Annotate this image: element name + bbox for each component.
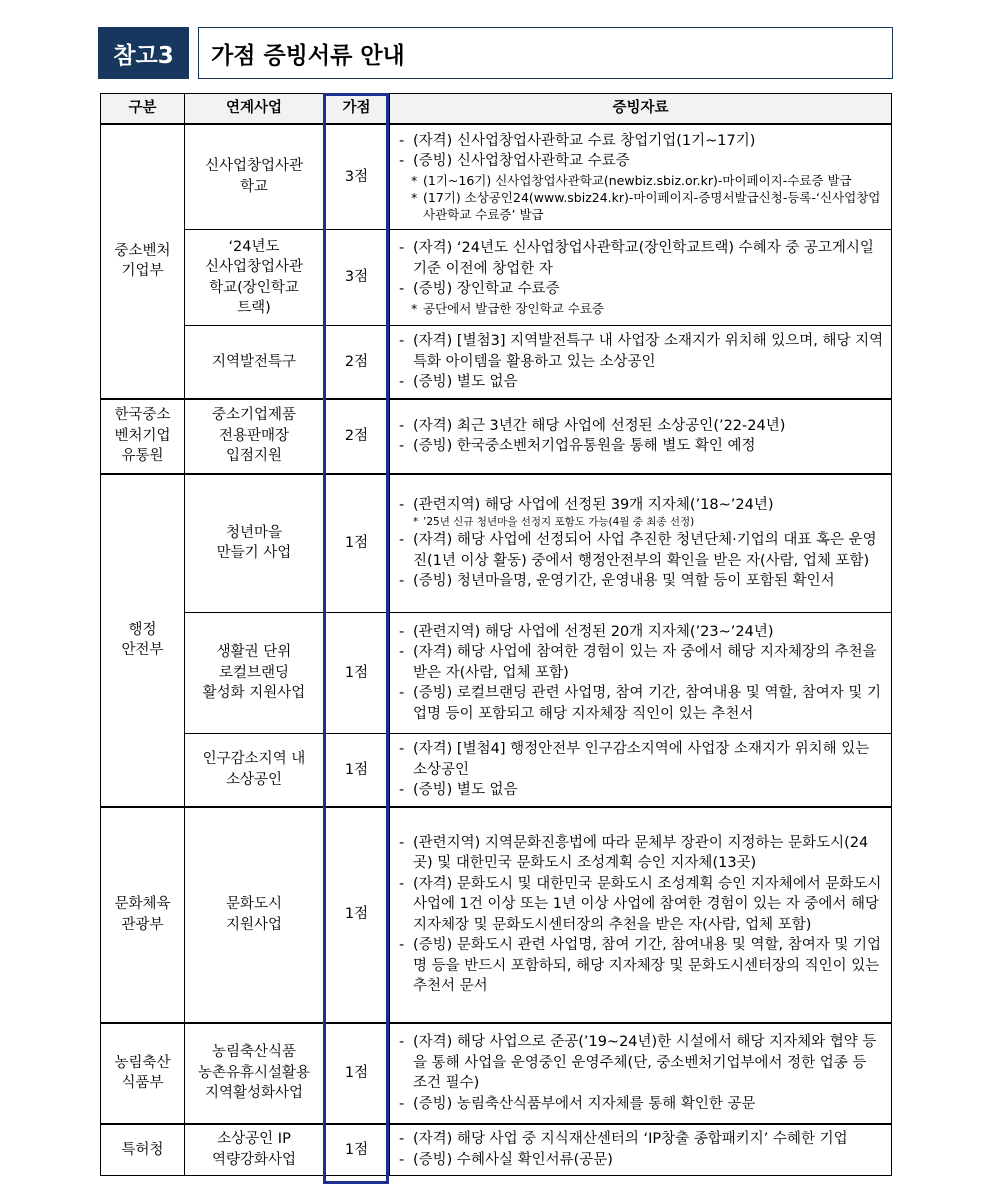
points-cell: 2점 (324, 326, 390, 399)
evidence-text: (자격) 최근 3년간 해당 사업에 선정된 소상공인(’22-24년) (413, 417, 786, 434)
evidence-cell (390, 124, 892, 230)
page-header (98, 27, 893, 79)
table-row (101, 1124, 892, 1176)
bullet-marker: - (399, 333, 405, 349)
bullet-marker: - (399, 281, 405, 298)
col-header-points: 가점 (324, 94, 390, 124)
evidence-item (399, 571, 884, 592)
table-row (101, 230, 892, 326)
bullet-marker: - (399, 1151, 405, 1168)
evidence-text: 공단에서 발급한 장인학교 수료증 (423, 300, 604, 316)
page-title: 가점 증빙서류 안내 (198, 27, 893, 79)
evidence-text: (자격) [별첨4] 행정안전부 인구감소지역에 사업장 소재지가 위치해 있는 소상공인 (413, 741, 870, 778)
bullet-marker: * (413, 516, 419, 529)
evidence-item (399, 530, 884, 571)
table-row (101, 124, 892, 230)
category-cell: 문화체육 관광부 (101, 807, 185, 1023)
project-cell: 소상공인 IP 역량강화사업 (185, 1124, 324, 1176)
table-row (101, 399, 892, 474)
evidence-item (399, 436, 884, 457)
evidence-cell (390, 1023, 892, 1124)
bullet-marker: - (399, 782, 405, 798)
bullet-marker: * (411, 172, 418, 188)
points-cell: 2점 (324, 399, 390, 474)
evidence-item (399, 780, 884, 801)
points-cell: 3점 (324, 230, 390, 326)
evidence-text: (증빙) 별도 없음 (413, 374, 518, 390)
evidence-item (399, 833, 884, 874)
points-cell: 1점 (324, 734, 390, 807)
evidence-text: (자격) [별첨3] 지역발전특구 내 사업장 소재지가 위치해 있으며, 해당 지역 특화 아이템을 활용하고 있는 소상공인 (413, 333, 884, 370)
category-cell: 행정 안전부 (101, 474, 185, 807)
evidence-text: (자격) 해당 사업 중 지식재산센터의 ‘IP창출 종합패키지’ 수혜한 기업 (413, 1131, 848, 1148)
evidence-cell (390, 399, 892, 474)
evidence-text: (증빙) 장인학교 수료증 (413, 281, 560, 298)
project-cell: 지역발전특구 (185, 326, 324, 399)
evidence-text: (증빙) 농림축산식품부에서 지자체를 통해 확인한 공문 (413, 1095, 756, 1112)
evidence-text: (자격) 문화도시 및 대한민국 문화도시 조성계획 승인 지자체에서 문화도시 사업에 1건 이상 또는 1년 이상 사업에 참여한 경험이 있는 자 중에서 해당 지자체장 및 문화도시센터장의 추천을 받은 자(사람, 업체 포함) (413, 875, 882, 933)
bullet-marker: - (399, 623, 405, 640)
col-header-category: 구분 (101, 94, 185, 124)
evidence-item (399, 935, 884, 997)
evidence-text: (증빙) 수혜사실 확인서류(공문) (413, 1151, 613, 1168)
evidence-item (399, 874, 884, 936)
evidence-note (399, 189, 884, 223)
points-cell: 1점 (324, 1124, 390, 1176)
category-cell: 한국중소 벤처기업 유통원 (101, 399, 185, 474)
evidence-item (399, 1129, 884, 1150)
category-cell: 농림축산 식품부 (101, 1023, 185, 1124)
evidence-cell (390, 807, 892, 1023)
bullet-marker: - (399, 685, 405, 702)
evidence-text: (17기) 소상공인24(www.sbiz24.kr)-마이페이지-증명서발급신청-등록-‘신사업창업사관학교 수료증’ 발급 (423, 189, 881, 222)
bullet-marker: - (399, 374, 405, 390)
reference-badge: 참고3 (98, 27, 189, 79)
bullet-marker: - (399, 417, 405, 434)
evidence-item (399, 495, 884, 516)
project-cell: 생활권 단위 로컬브랜딩 활성화 지원사업 (185, 613, 324, 734)
points-cell: 1점 (324, 474, 390, 613)
evidence-note (399, 515, 884, 530)
evidence-item (399, 372, 884, 393)
bullet-marker: - (399, 153, 405, 170)
evidence-text: (1기~16기) 신사업창업사관학교(newbiz.sbiz.or.kr)-마이페이지-수료증 발급 (423, 172, 852, 188)
bullet-marker: - (399, 834, 405, 851)
project-cell: 청년마을 만들기 사업 (185, 474, 324, 613)
evidence-item (399, 622, 884, 643)
evidence-text: (자격) 신사업창업사관학교 수료 창업기업(1기~17기) (413, 132, 756, 149)
table-row (101, 613, 892, 734)
bullet-marker: - (399, 1095, 405, 1112)
bullet-marker: - (399, 532, 405, 549)
evidence-text: (관련지역) 지역문화진흥법에 따라 문체부 장관이 지정하는 문화도시(24곳) 및 대한민국 문화도시 조성계획 승인 지자체(13곳) (413, 834, 869, 871)
evidence-text: ’25년 신규 청년마을 선정지 포함도 가능(4월 중 최종 선정) (423, 516, 695, 529)
evidence-note (399, 172, 884, 189)
bullet-marker: - (399, 644, 405, 661)
evidence-cell (390, 1124, 892, 1176)
evidence-text: (관련지역) 해당 사업에 선정된 39개 지자체(’18~’24년) (413, 496, 774, 513)
evidence-item (399, 1150, 884, 1171)
project-cell: 중소기업제품 전용판매장 입점지원 (185, 399, 324, 474)
evidence-item (399, 416, 884, 437)
bullet-marker: - (399, 496, 405, 513)
evidence-text: (자격) 해당 사업으로 준공(’19~24년)한 시설에서 해당 지자체와 협약 등을 통해 사업을 운영중인 운영주체(단, 중소벤처기업부에서 정한 업종 등 조건 필수) (413, 1034, 877, 1091)
evidence-text: (증빙) 한국중소벤처기업유통원을 통해 별도 확인 예정 (413, 438, 756, 454)
evidence-item (399, 238, 884, 279)
bullet-marker: - (399, 875, 405, 892)
project-cell: ‘24년도 신사업창업사관 학교(장인학교 트랙) (185, 230, 324, 326)
evidence-item (399, 331, 884, 372)
evidence-cell (390, 613, 892, 734)
evidence-item (399, 683, 884, 724)
category-cell: 특허청 (101, 1124, 185, 1176)
evidence-text: (증빙) 별도 없음 (413, 782, 518, 798)
bullet-marker: - (399, 741, 405, 757)
bullet-marker: - (399, 1131, 405, 1148)
evidence-text: (자격) 해당 사업에 참여한 경험이 있는 자 중에서 해당 지자체장의 추천을 받은 자(사람, 업체 포함) (413, 644, 877, 681)
evidence-cell (390, 734, 892, 807)
project-cell: 농림축산식품 농촌유휴시설활용 지역활성화사업 (185, 1023, 324, 1124)
category-cell: 중소벤처 기업부 (101, 124, 185, 399)
col-header-project: 연계사업 (185, 94, 324, 124)
bullet-marker: * (411, 300, 418, 316)
evidence-cell (390, 326, 892, 399)
table-row (101, 807, 892, 1023)
evidence-text: (관련지역) 해당 사업에 선정된 20개 지자체(’23~’24년) (413, 623, 774, 640)
bullet-marker: - (399, 132, 405, 149)
bullet-marker: * (411, 189, 418, 205)
bonus-evidence-table (100, 93, 892, 1176)
evidence-item (399, 1032, 884, 1094)
table-header-row (101, 94, 892, 124)
evidence-text: (증빙) 청년마을명, 운영기간, 운영내용 및 역할 등이 포함된 확인서 (413, 573, 835, 590)
points-cell: 1점 (324, 807, 390, 1023)
evidence-item (399, 151, 884, 172)
table-row (101, 1023, 892, 1124)
evidence-item (399, 739, 884, 780)
bullet-marker: - (399, 240, 405, 257)
evidence-text: (자격) ‘24년도 신사업창업사관학교(장인학교트랙) 수혜자 중 공고게시일 기준 이전에 창업한 자 (413, 240, 874, 277)
bullet-marker: - (399, 438, 405, 454)
table-row (101, 734, 892, 807)
bullet-marker: - (399, 1034, 405, 1050)
bullet-marker: - (399, 937, 405, 953)
evidence-note (399, 300, 884, 317)
project-cell: 문화도시 지원사업 (185, 807, 324, 1023)
evidence-text: (자격) 해당 사업에 선정되어 사업 추진한 청년단체·기업의 대표 혹은 운영진(1년 이상 활동) 중에서 행정안전부의 확인을 받은 자(사람, 업체 포함) (413, 532, 877, 569)
table-row (101, 326, 892, 399)
evidence-text: (증빙) 로컬브랜딩 관련 사업명, 참여 기간, 참여내용 및 역할, 참여자 및 기업명 등이 포함되고 해당 지자체장 직인이 있는 추천서 (413, 685, 882, 722)
evidence-cell (390, 230, 892, 326)
evidence-cell (390, 474, 892, 613)
evidence-item (399, 279, 884, 300)
evidence-item (399, 1094, 884, 1115)
evidence-text: (증빙) 문화도시 관련 사업명, 참여 기간, 참여내용 및 역할, 참여자 및 기업명 등을 반드시 포함하되, 해당 지자체장 및 문화도시센터장의 직인이 있는 추천서 문서 (413, 937, 882, 994)
table-row (101, 474, 892, 613)
points-cell: 1점 (324, 1023, 390, 1124)
evidence-item (399, 131, 884, 152)
evidence-text: (증빙) 신사업창업사관학교 수료증 (413, 153, 630, 170)
col-header-evidence: 증빙자료 (390, 94, 892, 124)
bullet-marker: - (399, 573, 405, 590)
evidence-item (399, 642, 884, 683)
points-cell: 1점 (324, 613, 390, 734)
project-cell: 신사업창업사관 학교 (185, 124, 324, 230)
project-cell: 인구감소지역 내 소상공인 (185, 734, 324, 807)
points-cell: 3점 (324, 124, 390, 230)
